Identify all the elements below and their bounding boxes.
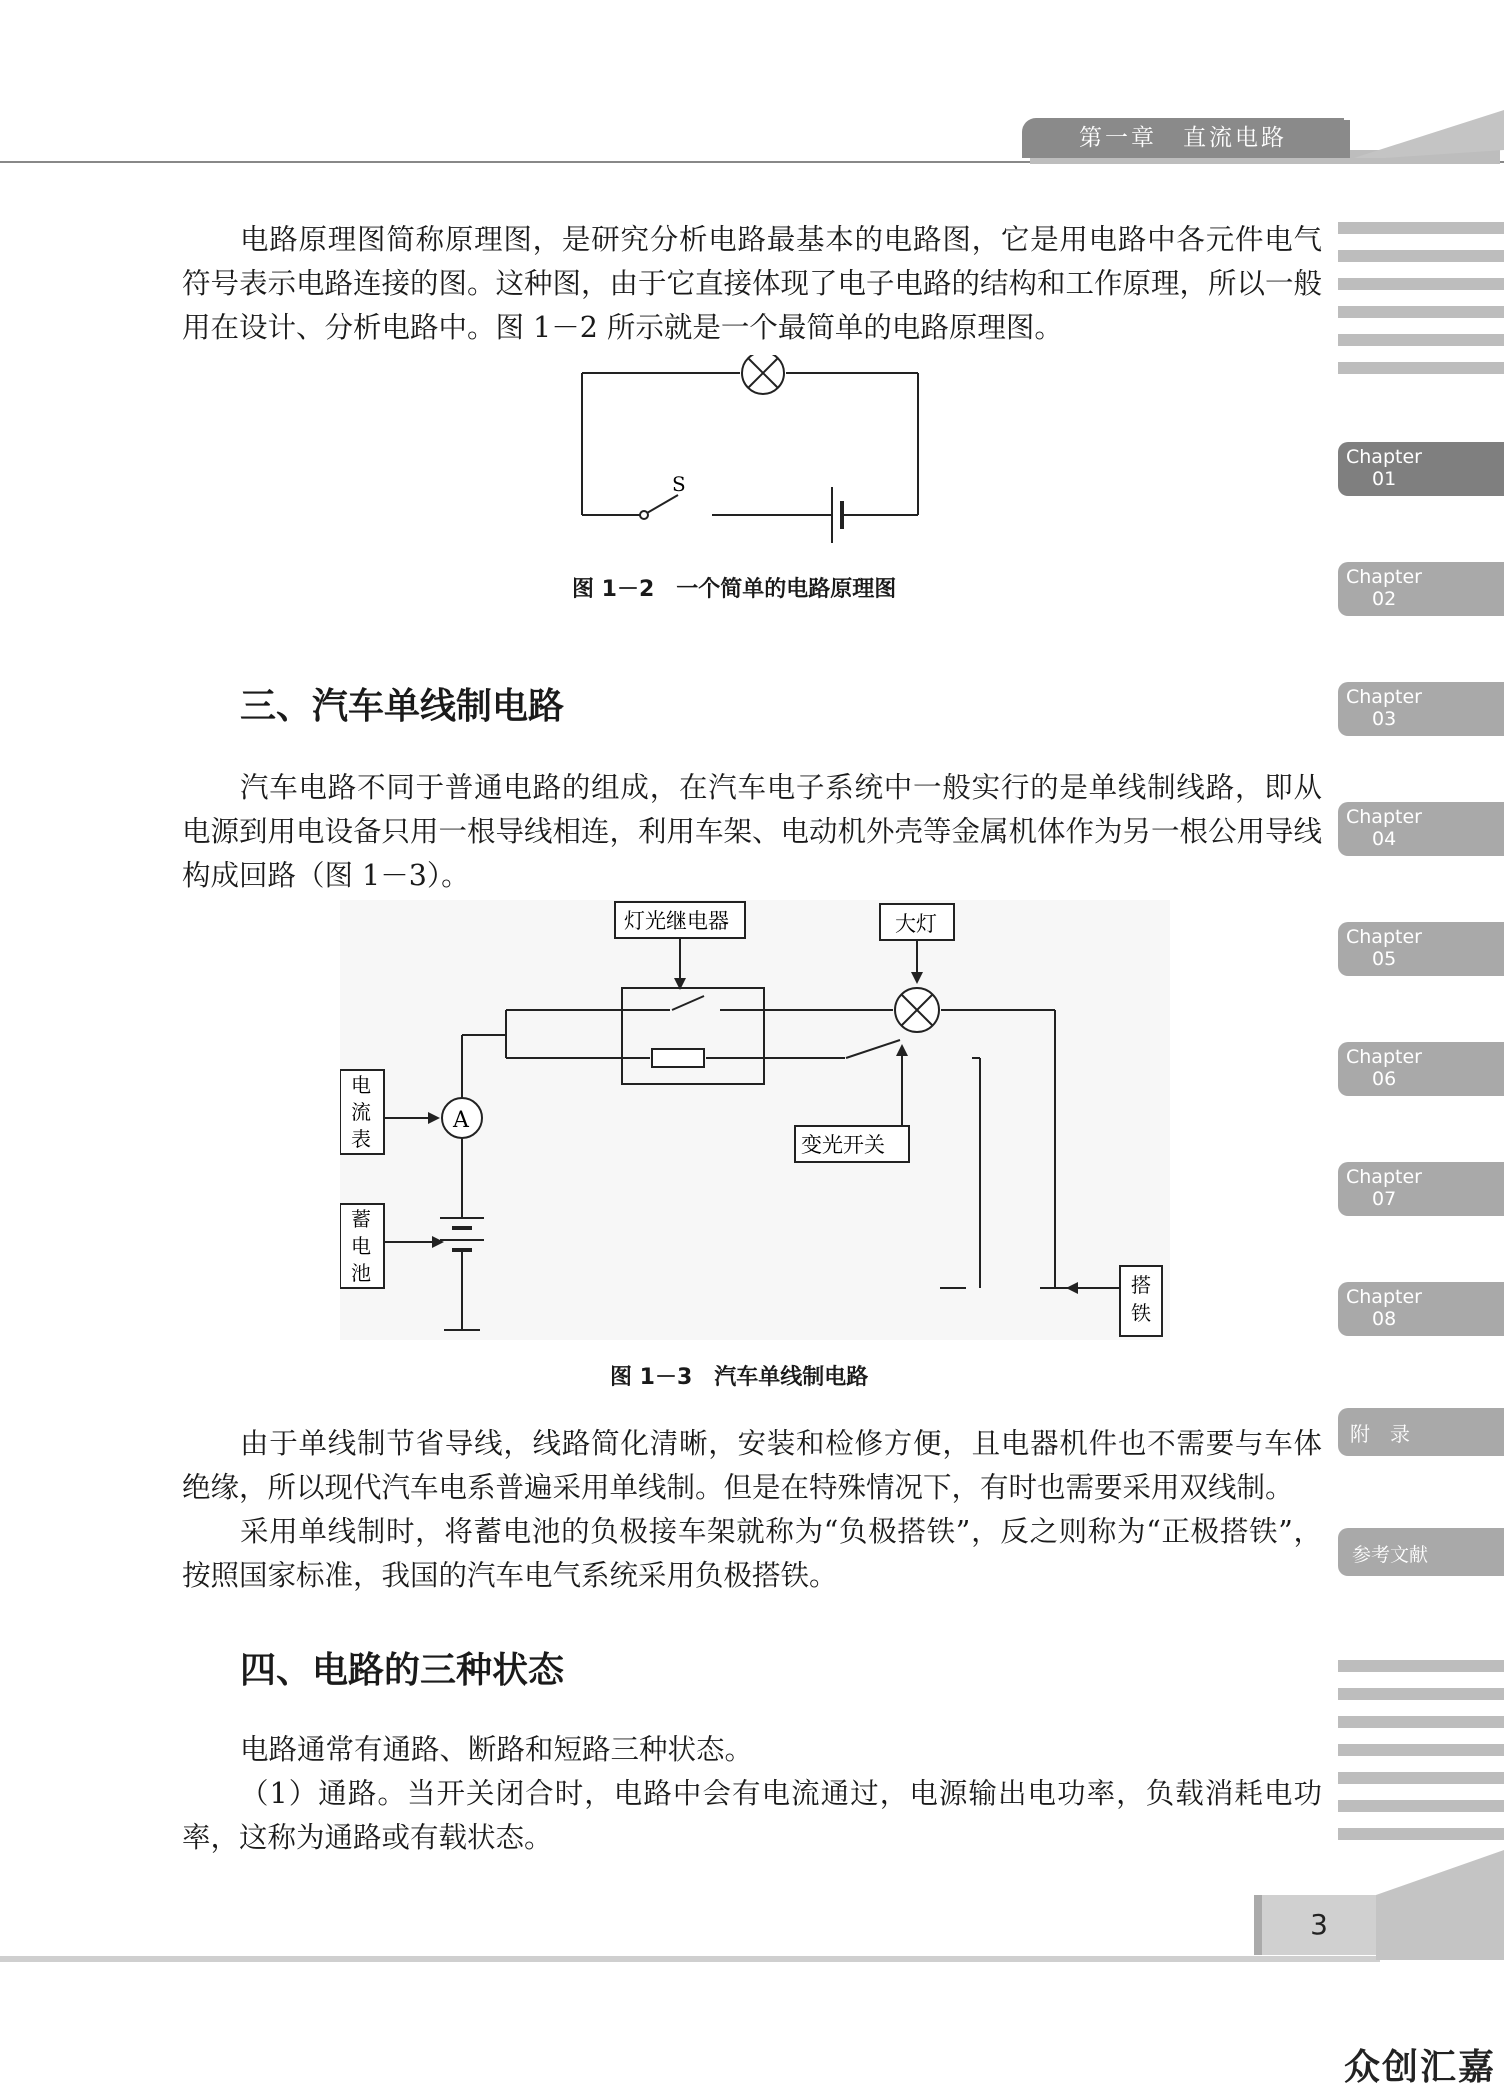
- relay-label: 灯光继电器: [624, 909, 729, 933]
- page-number-edge: [1254, 1895, 1262, 1955]
- chapter-tab-number: 06: [1372, 1068, 1397, 1090]
- chapter-tab-label: Chapter: [1346, 686, 1422, 708]
- sidebar-tab-chapter-05[interactable]: [1338, 922, 1504, 976]
- switch-symbol: [640, 495, 678, 519]
- chapter-tab-label: Chapter: [1346, 566, 1422, 588]
- chapter-tab-number: 01: [1372, 468, 1397, 490]
- sidebar-stripe: [1338, 1828, 1504, 1840]
- page-number: 3: [1262, 1895, 1376, 1955]
- chapter-tab-number: 07: [1372, 1188, 1397, 1210]
- chapter-tab-label: Chapter: [1346, 1286, 1422, 1308]
- chapter-tab-number: 08: [1372, 1308, 1397, 1330]
- headlight-label: 大灯: [895, 912, 937, 936]
- chapter-tab-number: 03: [1372, 708, 1397, 730]
- ammeter-label-char-3: 表: [351, 1127, 371, 1151]
- chapter-tab-number: 04: [1372, 828, 1397, 850]
- dimmer-switch-label: 变光开关: [801, 1133, 885, 1157]
- section-heading-circuit-states: 四、电路的三种状态: [240, 1650, 565, 1691]
- watermark: 众创汇嘉: [1343, 2047, 1496, 2088]
- sidebar-stripe: [1338, 334, 1504, 346]
- section-heading-single-wire: 三、汽车单线制电路: [240, 686, 565, 727]
- sidebar-tab-chapter-02[interactable]: [1338, 562, 1504, 616]
- paragraph-three-states: 电路通常有通路、断路和短路三种状态。: [240, 1733, 754, 1766]
- chapter-tab-label: Chapter: [1346, 806, 1422, 828]
- sidebar-stripe: [1338, 1688, 1504, 1700]
- paragraph-single-wire: 汽车电路不同于普通电路的组成，在汽车电子系统中一般实行的是单线制线路，即从电源到用电设备只用一根导线相连，利用车架、电动机外壳等金属机体作为另一根公用导线构成回路（图 1－3）。: [182, 771, 1323, 892]
- sidebar-stripe: [1338, 1800, 1504, 1812]
- sidebar-stripe: [1338, 362, 1504, 374]
- switch-label: S: [672, 472, 686, 496]
- sidebar-tab-chapter-06[interactable]: [1338, 1042, 1504, 1096]
- paragraph-single-wire-advantages: 由于单线制节省导线，线路简化清晰，安装和检修方便，且电器机件也不需要与车体绝缘，所以现代汽车电系普遍采用单线制。但是在特殊情况下，有时也需要采用双线制。: [182, 1427, 1322, 1504]
- relay-coil: [652, 1049, 704, 1067]
- ground-label-char-2: 铁: [1131, 1301, 1151, 1325]
- sidebar-tab-chapter-04[interactable]: [1338, 802, 1504, 856]
- sidebar-tab-chapter-07[interactable]: [1338, 1162, 1504, 1216]
- paragraph-schematic-intro: 电路原理图简称原理图，是研究分析电路最基本的电路图，它是用电路中各元件电气符号表示电路连接的图。这种图，由于它直接体现了电子电路的结构和工作原理，所以一般用在设计、分析电路中。图 1－2 所示就是一个最简单的电路原理图。: [182, 223, 1323, 344]
- chapter-tab-label: Chapter: [1346, 1166, 1422, 1188]
- sidebar-tab-chapter-08[interactable]: [1338, 1282, 1504, 1336]
- sidebar-stripe: [1338, 306, 1504, 318]
- ammeter-label-char-1: 电: [351, 1073, 371, 1097]
- header-decoration: [1344, 100, 1504, 160]
- footer-rule: [0, 1956, 1380, 1962]
- battery-label-char-2: 电: [351, 1234, 371, 1258]
- chapter-tab-label: Chapter: [1346, 1046, 1422, 1068]
- ground-label-char-1: 搭: [1131, 1273, 1151, 1297]
- figure-1-3-caption: 图 1－3 汽车单线制电路: [610, 1365, 869, 1390]
- paragraph-negative-ground: 采用单线制时，将蓄电池的负极接车架就称为“负极搭铁”，反之则称为“正极搭铁”，按照国家标准，我国的汽车电气系统采用负极搭铁。: [182, 1515, 1322, 1592]
- sidebar-tab-appendix[interactable]: [1338, 1408, 1504, 1456]
- headlight-lamp-symbol: [895, 988, 939, 1032]
- paragraph-closed-circuit: （1）通路。当开关闭合时，电路中会有电流通过，电源输出电功率，负载消耗电功率，这称为通路或有载状态。: [182, 1777, 1322, 1854]
- battery-label-char-3: 池: [351, 1261, 371, 1285]
- sidebar-stripe: [1338, 1716, 1504, 1728]
- chapter-tab-label: Chapter: [1346, 926, 1422, 948]
- battery-label-char-1: 蓄: [351, 1207, 371, 1231]
- figure-1-2-simple-circuit: [560, 355, 940, 555]
- chapter-title: 第一章 直流电路: [1079, 125, 1287, 151]
- sidebar-stripe: [1338, 1772, 1504, 1784]
- sidebar-tab-chapter-03[interactable]: [1338, 682, 1504, 736]
- chapter-tab-label: Chapter: [1346, 446, 1422, 468]
- sidebar-tab-chapter-01[interactable]: [1338, 442, 1504, 496]
- sidebar-stripe: [1338, 278, 1504, 290]
- footer-decoration: [1376, 1850, 1504, 1960]
- appendix-label: 附 录: [1350, 1422, 1410, 1446]
- ammeter-symbol-letter: A: [453, 1108, 469, 1133]
- references-label: 参考文献: [1352, 1544, 1429, 1566]
- sidebar-stripe: [1338, 1744, 1504, 1756]
- chapter-tab-number: 02: [1372, 588, 1397, 610]
- battery-symbol: [832, 487, 842, 543]
- lamp-symbol: [742, 355, 784, 394]
- figure-1-3-single-wire-circuit: [340, 900, 1170, 1340]
- ammeter-label-char-2: 流: [351, 1100, 371, 1124]
- sidebar-tab-references[interactable]: [1338, 1528, 1504, 1576]
- sidebar-stripe: [1338, 250, 1504, 262]
- figure-1-2-caption: 图 1－2 一个简单的电路原理图: [572, 577, 897, 602]
- sidebar-stripe: [1338, 222, 1504, 234]
- chapter-tab-number: 05: [1372, 948, 1397, 970]
- sidebar-stripe: [1338, 1660, 1504, 1672]
